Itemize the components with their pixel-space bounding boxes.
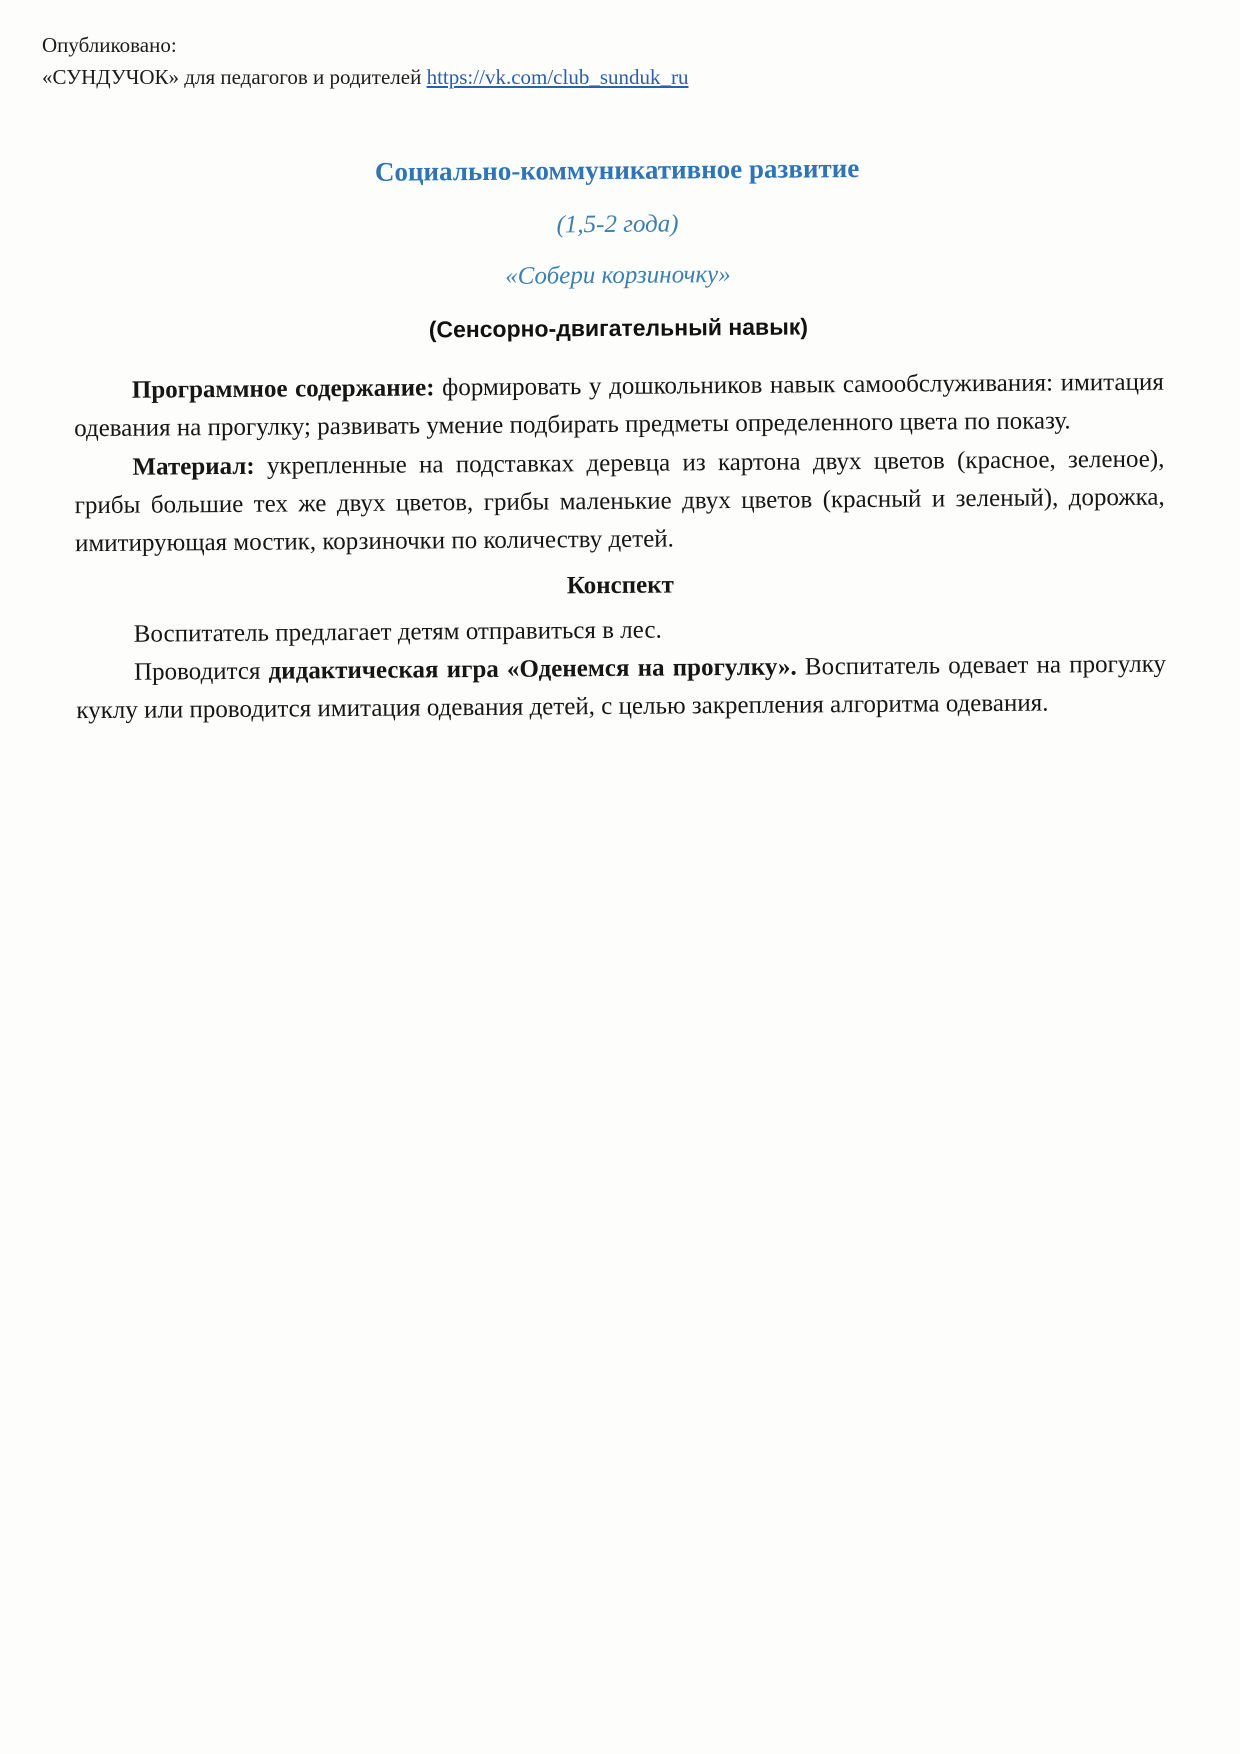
synopsis-2-text: Воспитатель одевает на прогулку куклу или проводится имитация одевания детей, с целью закрепления алгоритма одевания. <box>76 650 1167 725</box>
source-line <box>42 62 1170 94</box>
source-link[interactable]: https://vk.com/club_sunduk_ru <box>426 64 689 89</box>
paragraph-synopsis-1: Воспитатель предлагает детям отправиться в лес. <box>133 616 662 648</box>
main-text <box>74 364 1167 731</box>
program-content-label: Программное содержание: <box>131 374 435 404</box>
didactic-game-title: дидактическая игра «Оденемся на прогулку». <box>268 653 797 685</box>
paragraph-program-content <box>74 364 1165 449</box>
source-text: «СУНДУЧОК» для педагогов и родителей <box>42 64 427 89</box>
paragraph-synopsis-2 <box>76 645 1167 730</box>
publication-header <box>42 30 1170 93</box>
page-title: Социально-коммуникативное развитие <box>374 153 860 187</box>
published-label: Опубликовано: <box>42 33 177 57</box>
skill-type-subtitle: (Сенсорно-двигательный навык) <box>428 313 809 343</box>
paragraph-material <box>74 440 1165 563</box>
activity-name-subtitle: «Собери корзиночку» <box>505 261 731 290</box>
material-label: Материал: <box>132 452 255 481</box>
document-body <box>42 151 1174 731</box>
synopsis-2-lead: Проводится <box>133 657 269 686</box>
synopsis-heading: Конспект <box>566 571 675 600</box>
age-range-subtitle: (1,5-2 года) <box>556 210 679 239</box>
material-text: укрепленные на подставках деревца из картона двух цветов (красное, зеленое), грибы большие тех же двух цветов, грибы маленькие двух цветов (красный и зеленый), дорожка, имитирующая мостик, корзиночки по количеству детей. <box>74 445 1165 558</box>
program-content-text: формировать у дошкольников навык самообслуживания: имитация одевания на прогулку; развивать умение подбирать предметы определенного цвета по показу. <box>74 368 1164 443</box>
